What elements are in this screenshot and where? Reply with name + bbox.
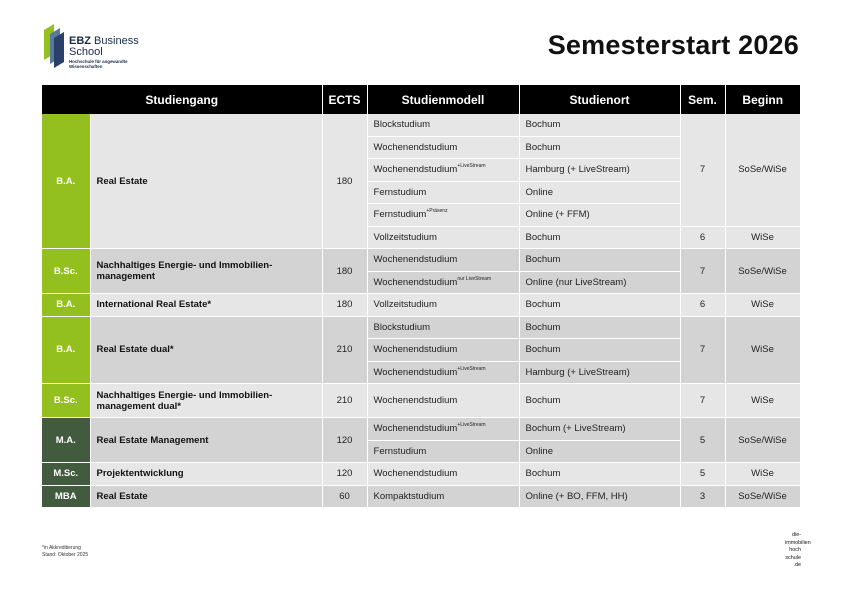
study-location: Bochum (519, 114, 680, 136)
semester-value: 3 (680, 485, 725, 508)
url-line: die- (792, 532, 801, 538)
ects-value: 210 (322, 316, 367, 384)
study-model: Wochenendstudium (367, 339, 519, 362)
start-value: WiSe (725, 226, 800, 249)
degree-badge: M.A. (42, 418, 90, 463)
study-location: Bochum (+ LiveStream) (519, 418, 680, 441)
study-location: Bochum (519, 294, 680, 317)
study-location: Online (nur LiveStream) (519, 271, 680, 294)
degree-badge: B.A. (42, 294, 90, 317)
start-value: SoSe/WiSe (725, 418, 800, 463)
study-model (367, 361, 519, 384)
model-text: Fernstudium (373, 209, 427, 221)
program-name: Projektentwicklung (90, 463, 322, 486)
program-name: Nachhaltiges Energie- und Immobilien-management dual* (90, 384, 322, 418)
model-suffix: +LiveStream (457, 422, 486, 429)
start-value: WiSe (725, 316, 800, 384)
semester-value: 6 (680, 226, 725, 249)
degree-badge: B.Sc. (42, 249, 90, 294)
ects-value: 120 (322, 463, 367, 486)
table-row (42, 418, 800, 441)
study-location: Bochum (519, 136, 680, 159)
ects-value: 180 (322, 114, 367, 249)
study-location: Bochum (519, 316, 680, 339)
ebz-logo (42, 24, 182, 70)
study-location: Hamburg (+ LiveStream) (519, 159, 680, 182)
footnote (42, 545, 88, 558)
model-suffix: +Präsenz (426, 208, 448, 215)
degree-badge: M.Sc. (42, 463, 90, 486)
header-studienort: Studienort (519, 85, 680, 114)
model-suffix: +LiveStream (457, 365, 486, 372)
url-line: immobilien (785, 539, 811, 546)
url-line: hoch (789, 547, 801, 554)
semester-value: 7 (680, 384, 725, 418)
study-model: Fernstudium (367, 440, 519, 463)
header-semester: Sem. (680, 85, 725, 114)
study-model: Fernstudium (367, 181, 519, 204)
table-row (42, 485, 800, 508)
header-studiengang: Studiengang (42, 85, 322, 114)
program-name: Real Estate Management (90, 418, 322, 463)
table-row (42, 114, 800, 136)
website-url[interactable] (785, 532, 811, 570)
semester-value: 5 (680, 418, 725, 463)
degree-badge: B.A. (42, 114, 90, 249)
table-row (42, 249, 800, 272)
model-text: Wochenendstudium (373, 366, 458, 378)
study-model: Wochenendstudium (367, 249, 519, 272)
logo-tagline: Hochschule für angewandte Wissenschaften (69, 59, 128, 69)
study-location: Online (519, 440, 680, 463)
program-name: Nachhaltiges Energie- und Immobilien-management (90, 249, 322, 294)
study-model: Wochenendstudium (367, 136, 519, 159)
program-name: Real Estate (90, 485, 322, 508)
study-model: Wochenendstudium (367, 463, 519, 486)
url-line: .de (793, 562, 801, 569)
model-text: Wochenendstudium (373, 164, 458, 176)
model-suffix: nur LiveStream (457, 275, 492, 282)
start-value: WiSe (725, 294, 800, 317)
programs-table (42, 85, 801, 508)
program-name: International Real Estate* (90, 294, 322, 317)
model-text: Wochenendstudium (373, 276, 458, 288)
study-location: Bochum (519, 339, 680, 362)
logo-brand: EBZ Business (69, 35, 139, 47)
semester-value: 6 (680, 294, 725, 317)
table-row (42, 384, 800, 418)
model-text: Wochenendstudium (373, 423, 458, 435)
study-model (367, 418, 519, 441)
header-beginn: Beginn (725, 85, 800, 114)
start-value: SoSe/WiSe (725, 485, 800, 508)
study-location: Online (+ FFM) (519, 204, 680, 227)
ebz-logo-icon (42, 24, 66, 68)
degree-badge: MBA (42, 485, 90, 508)
model-suffix: +LiveStream (457, 163, 486, 170)
start-value: WiSe (725, 384, 800, 418)
footnote-date: Stand: Oktober 2025 (42, 551, 89, 558)
study-location: Bochum (519, 249, 680, 272)
ects-value: 180 (322, 249, 367, 294)
ects-value: 180 (322, 294, 367, 317)
start-value: WiSe (725, 463, 800, 486)
study-model: Vollzeitstudium (367, 294, 519, 317)
ects-value: 60 (322, 485, 367, 508)
study-model (367, 159, 519, 182)
table-header-row (42, 85, 800, 114)
url-line: schule (785, 554, 801, 561)
table-row (42, 316, 800, 339)
semester-value: 5 (680, 463, 725, 486)
degree-badge: B.Sc. (42, 384, 90, 418)
logo-line2: School (69, 46, 103, 58)
program-name: Real Estate dual* (90, 316, 322, 384)
table-row (42, 463, 800, 486)
study-model: Vollzeitstudium (367, 226, 519, 249)
table-row (42, 294, 800, 317)
degree-badge: B.A. (42, 316, 90, 384)
study-location: Bochum (519, 463, 680, 486)
header-studienmodell: Studienmodell (367, 85, 519, 114)
study-location: Online (+ BO, FFM, HH) (519, 485, 680, 508)
study-model: Wochenendstudium (367, 384, 519, 418)
study-location: Bochum (519, 384, 680, 418)
study-model: Blockstudium (367, 114, 519, 136)
study-model: Blockstudium (367, 316, 519, 339)
semester-value: 7 (680, 316, 725, 384)
study-model: Kompaktstudium (367, 485, 519, 508)
study-model (367, 271, 519, 294)
ects-value: 120 (322, 418, 367, 463)
study-location: Hamburg (+ LiveStream) (519, 361, 680, 384)
study-model (367, 204, 519, 227)
page-title: Semesterstart 2026 (547, 30, 799, 60)
start-value: SoSe/WiSe (725, 249, 800, 294)
semester-value: 7 (680, 114, 725, 226)
start-value: SoSe/WiSe (725, 114, 800, 226)
study-location: Online (519, 181, 680, 204)
program-name: Real Estate (90, 114, 322, 249)
ects-value: 210 (322, 384, 367, 418)
study-location: Bochum (519, 226, 680, 249)
semester-value: 7 (680, 249, 725, 294)
header-ects: ECTS (322, 85, 367, 114)
footnote-accreditation: *in Akkreditierung (42, 545, 81, 551)
